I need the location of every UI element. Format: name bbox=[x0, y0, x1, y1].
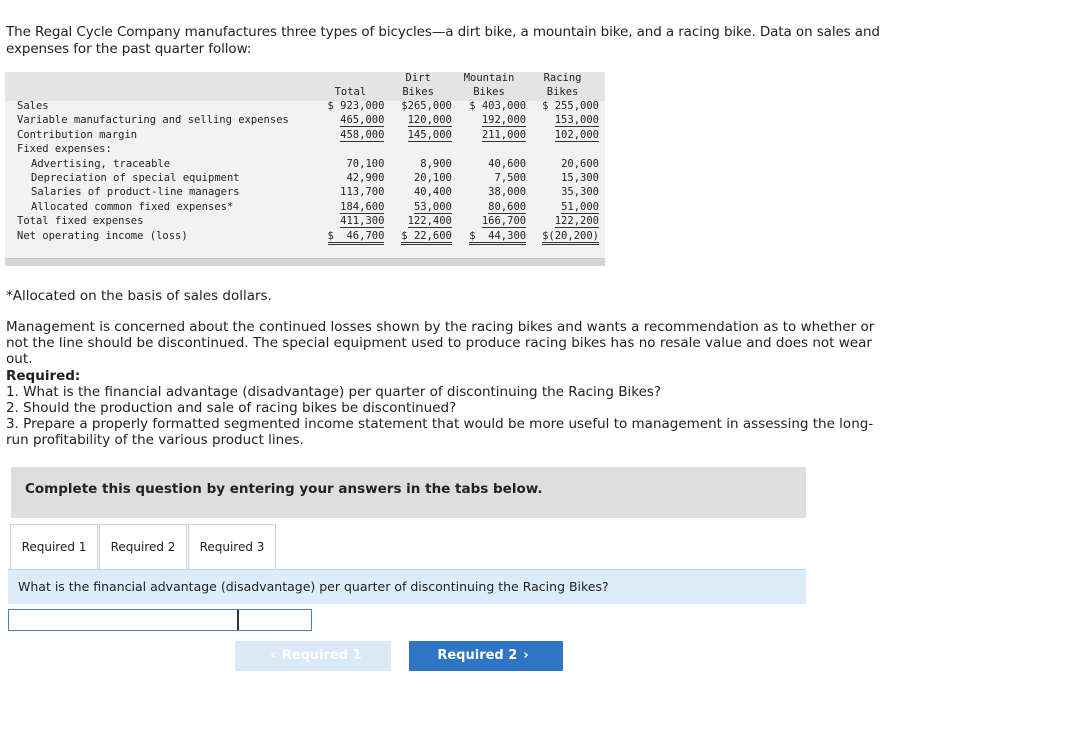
cell-dirt: 40,400 bbox=[413, 186, 452, 199]
row-label: Depreciation of special equipment bbox=[31, 172, 240, 185]
cell-racing: 15,300 bbox=[561, 172, 599, 185]
cell-racing: $(20,200) bbox=[542, 230, 599, 245]
row-label: Fixed expenses: bbox=[17, 143, 112, 156]
cell-total: 42,900 bbox=[346, 172, 385, 185]
answer-cell bbox=[9, 610, 239, 630]
next-button-label: Required 2 bbox=[437, 648, 518, 663]
tab-required-3[interactable]: Required 3 bbox=[188, 524, 276, 569]
next-button[interactable] bbox=[409, 641, 563, 671]
table-row-fixed-header bbox=[17, 142, 605, 156]
problem-intro: The Regal Cycle Company manufactures three types of bicycles—a dirt bike, a mountain bike, and a racing bike. Data on sales and expenses for the past quarter follow: bbox=[6, 24, 880, 57]
cell-total: 458,000 bbox=[340, 128, 385, 141]
required-item-2: 2. Should the production and sale of racing bikes be discontinued? bbox=[6, 400, 457, 416]
answer-input[interactable] bbox=[11, 611, 237, 630]
header-dirt-2: Bikes bbox=[402, 85, 434, 98]
required-item-1: 1. What is the financial advantage (disadvantage) per quarter of discontinuing the Racing Bikes? bbox=[6, 384, 662, 400]
cell-total: $ 46,700 bbox=[328, 230, 385, 245]
row-label: Total fixed expenses bbox=[17, 215, 144, 228]
table-row-allocated bbox=[17, 200, 605, 214]
cell-mountain: 211,000 bbox=[481, 128, 527, 141]
required-list bbox=[6, 384, 886, 448]
cell-racing: 153,000 bbox=[554, 114, 599, 127]
tab-required-1[interactable]: Required 1 bbox=[10, 524, 98, 569]
segmented-income-table bbox=[17, 72, 605, 243]
cell-mountain: 40,600 bbox=[488, 157, 527, 170]
row-label: Salaries of product-line managers bbox=[31, 186, 240, 199]
row-label: Sales bbox=[17, 100, 49, 112]
required-heading: Required: bbox=[6, 368, 81, 384]
question-text: What is the financial advantage (disadvantage) per quarter of discontinuing the Racing Bikes? bbox=[18, 579, 609, 594]
chevron-right-icon: › bbox=[523, 648, 529, 663]
cell-mountain: 38,000 bbox=[488, 186, 527, 199]
answer-row bbox=[8, 609, 312, 631]
row-label: Net operating income (loss) bbox=[17, 229, 188, 242]
cell-total: $ 923,000 bbox=[327, 100, 385, 112]
table-row-sales bbox=[17, 99, 605, 113]
required-item-3: 3. Prepare a properly formatted segmented income statement that would be more useful to management in assessing the long-run profitability of the various product lines. bbox=[6, 416, 874, 448]
header-total-2: Total bbox=[334, 85, 367, 98]
question-bar bbox=[8, 569, 806, 604]
table-row-advertising bbox=[17, 157, 605, 171]
table-row-variable bbox=[17, 113, 605, 127]
instruction-text: Complete this question by entering your answers in the tabs below. bbox=[25, 481, 543, 497]
cell-dirt: 8,900 bbox=[420, 157, 452, 170]
cell-racing: 122,200 bbox=[554, 215, 599, 228]
header-dirt-1: Dirt bbox=[405, 72, 431, 84]
header-racing-1: Racing bbox=[543, 72, 582, 84]
cell-mountain: $ 403,000 bbox=[469, 100, 527, 112]
cell-racing: 20,600 bbox=[561, 157, 599, 170]
cell-racing: 51,000 bbox=[561, 200, 599, 213]
table-row-salaries bbox=[17, 185, 605, 199]
row-label: Variable manufacturing and selling expenses bbox=[17, 114, 289, 127]
cell-racing: 102,000 bbox=[554, 128, 599, 141]
cell-dirt: 120,000 bbox=[407, 114, 452, 127]
allocation-footnote: *Allocated on the basis of sales dollars. bbox=[6, 288, 272, 304]
cell-dirt: 53,000 bbox=[413, 200, 452, 213]
header-mountain-2: Bikes bbox=[473, 85, 505, 98]
cell-total: 411,300 bbox=[340, 215, 385, 228]
table-header-row-2 bbox=[17, 86, 605, 100]
tab-required-2[interactable]: Required 2 bbox=[99, 524, 187, 569]
row-label: Contribution margin bbox=[17, 128, 138, 141]
cell-racing: $ 255,000 bbox=[542, 100, 599, 112]
cell-racing: 35,300 bbox=[561, 186, 599, 199]
cell-dirt: $265,000 bbox=[401, 100, 452, 112]
cell-dirt: 145,000 bbox=[407, 128, 452, 141]
table-row-depreciation bbox=[17, 171, 605, 185]
row-label: Allocated common fixed expenses* bbox=[31, 200, 234, 213]
management-paragraph: Management is concerned about the continued losses shown by the racing bikes and wants a recommendation as to whether or not the line should be discontinued. The special equipment used to produce racing bikes has no resale value and does not wear out. bbox=[6, 319, 875, 367]
prev-button[interactable] bbox=[235, 641, 391, 671]
header-total-1 bbox=[316, 72, 384, 86]
table-row-net bbox=[17, 229, 605, 243]
cell-total: 184,600 bbox=[340, 200, 385, 213]
chevron-left-icon: ‹ bbox=[270, 648, 276, 663]
header-mountain-1: Mountain bbox=[463, 72, 515, 84]
cell-mountain: 192,000 bbox=[481, 114, 527, 127]
cell-dirt: 122,400 bbox=[407, 215, 452, 228]
table-header-row-1 bbox=[17, 72, 605, 86]
cell-total: 465,000 bbox=[340, 114, 385, 127]
income-statement-table bbox=[5, 72, 605, 265]
cell-mountain: 80,600 bbox=[488, 200, 527, 213]
instruction-box bbox=[11, 467, 806, 518]
cell-total: 70,100 bbox=[346, 157, 385, 170]
row-label: Advertising, traceable bbox=[31, 157, 171, 170]
prev-button-label: Required 1 bbox=[281, 648, 362, 663]
header-racing-2: Bikes bbox=[546, 85, 579, 98]
cell-total: 113,700 bbox=[340, 186, 385, 199]
cell-dirt: $ 22,600 bbox=[401, 230, 452, 245]
table-row-contribution bbox=[17, 128, 605, 142]
cell-mountain: 7,500 bbox=[494, 172, 527, 185]
table-row-total-fixed bbox=[17, 214, 605, 228]
cell-mountain: $ 44,300 bbox=[469, 230, 526, 245]
cell-dirt: 20,100 bbox=[413, 172, 452, 185]
cell-mountain: 166,700 bbox=[481, 215, 527, 228]
table-footer-band bbox=[5, 258, 605, 266]
